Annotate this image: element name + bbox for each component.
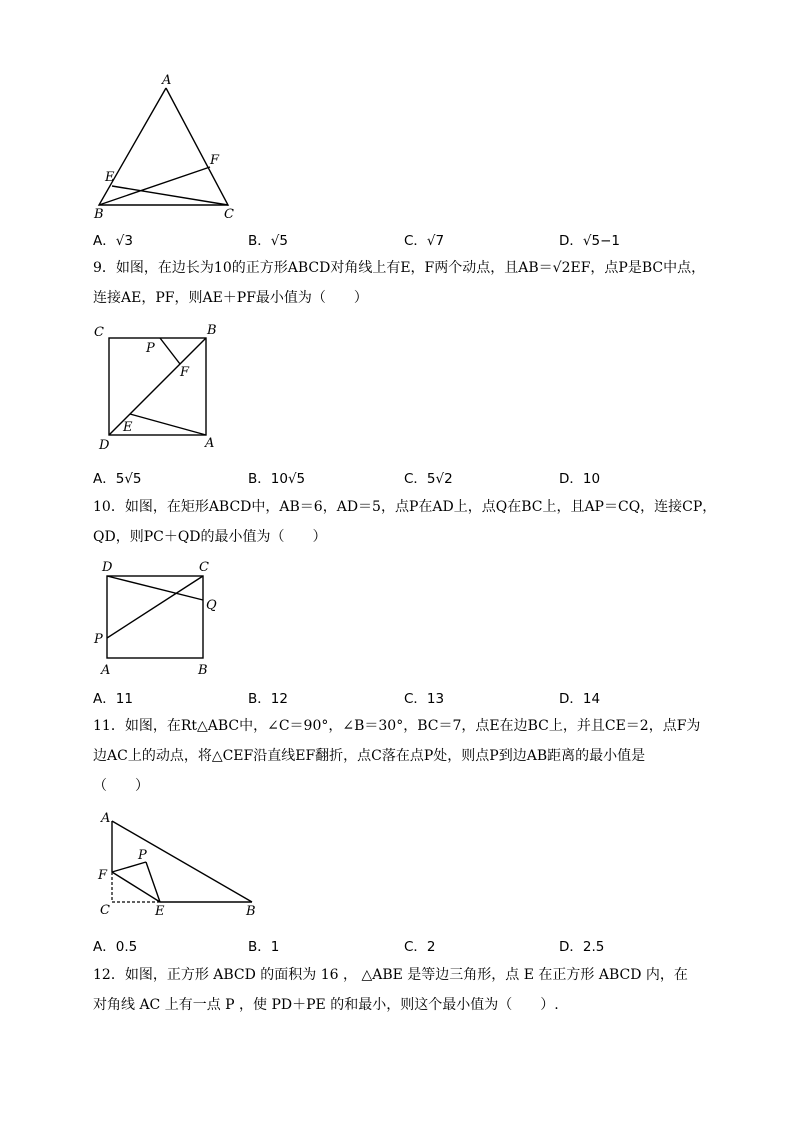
label-C: C xyxy=(94,325,104,340)
label-F: F xyxy=(210,153,220,168)
q8-option-a[interactable]: A．√3 xyxy=(93,233,133,249)
q11-option-a[interactable]: A．0.5 xyxy=(93,939,138,955)
q11-option-c[interactable]: C．2 xyxy=(404,939,436,955)
label-C: C xyxy=(224,207,234,222)
q8-option-c[interactable]: C．√7 xyxy=(404,233,445,249)
label-F: F xyxy=(98,868,108,883)
q12-text xyxy=(93,960,733,1020)
q10-option-c[interactable]: C．13 xyxy=(404,691,445,707)
label-P: P xyxy=(94,632,103,647)
label-D: D xyxy=(99,438,110,453)
label-A: A xyxy=(205,436,215,451)
label-F: F xyxy=(180,365,190,380)
label-B: B xyxy=(246,904,256,919)
label-A: A xyxy=(101,663,111,678)
q9-line1: 9．如图，在边长为10的正方形ABCD对角线上有E，F两个动点，且AB＝√2EF，点P是BC中点， xyxy=(93,260,706,276)
q9-option-a[interactable]: A．5√5 xyxy=(93,471,142,487)
q12-line2: 对角线 AC 上有一点 P ，使 PD＋PE 的和最小，则这个最小值为（ ）. xyxy=(93,997,559,1013)
label-P: P xyxy=(146,341,155,356)
label-P: P xyxy=(138,848,147,863)
q11-line1: 11．如图，在Rt△ABC中，∠C＝90°，∠B＝30°，BC＝7，点E在边BC上，并且CE＝2，点F为 xyxy=(93,718,701,734)
q9-option-b[interactable]: B．10√5 xyxy=(248,471,306,487)
q10-option-b[interactable]: B．12 xyxy=(248,691,288,707)
q9-line2: 连接AE，PF，则AE＋PF最小值为（ ） xyxy=(93,290,368,306)
q8-option-b[interactable]: B．√5 xyxy=(248,233,288,249)
label-A: A xyxy=(101,811,111,826)
q8-option-d[interactable]: D．√5−1 xyxy=(559,233,620,249)
q10-option-d[interactable]: D．14 xyxy=(559,691,601,707)
q11-option-b[interactable]: B．1 xyxy=(248,939,280,955)
label-B: B xyxy=(198,663,208,678)
label-C: C xyxy=(199,560,209,575)
label-A: A xyxy=(162,73,172,88)
label-Q: Q xyxy=(206,598,217,613)
label-E: E xyxy=(155,904,165,919)
label-D: D xyxy=(102,560,113,575)
q11-line3: （ ） xyxy=(93,778,149,794)
label-E: E xyxy=(123,420,133,435)
q9-option-c[interactable]: C．5√2 xyxy=(404,471,453,487)
label-B: B xyxy=(207,323,217,338)
q10-line2: QD，则PC＋QD的最小值为（ ） xyxy=(93,529,327,545)
label-E: E xyxy=(105,170,115,185)
label-B: B xyxy=(94,207,104,222)
q9-option-d[interactable]: D．10 xyxy=(559,471,601,487)
q11-line2: 边AC上的动点，将△CEF沿直线EF翻折，点C落在点P处，则点P到边AB距离的最小值是 xyxy=(93,748,646,764)
q12-line1: 12．如图，正方形 ABCD 的面积为 16 ， △ABE 是等边三角形，点 E 在正方形 ABCD 内，在 xyxy=(93,967,688,983)
q11-option-d[interactable]: D．2.5 xyxy=(559,939,605,955)
label-C: C xyxy=(100,903,110,918)
q10-option-a[interactable]: A．11 xyxy=(93,691,133,707)
q10-line1: 10．如图，在矩形ABCD中，AB＝6，AD＝5，点P在AD上，点Q在BC上，且AP＝CQ，连接CP， xyxy=(93,499,717,515)
